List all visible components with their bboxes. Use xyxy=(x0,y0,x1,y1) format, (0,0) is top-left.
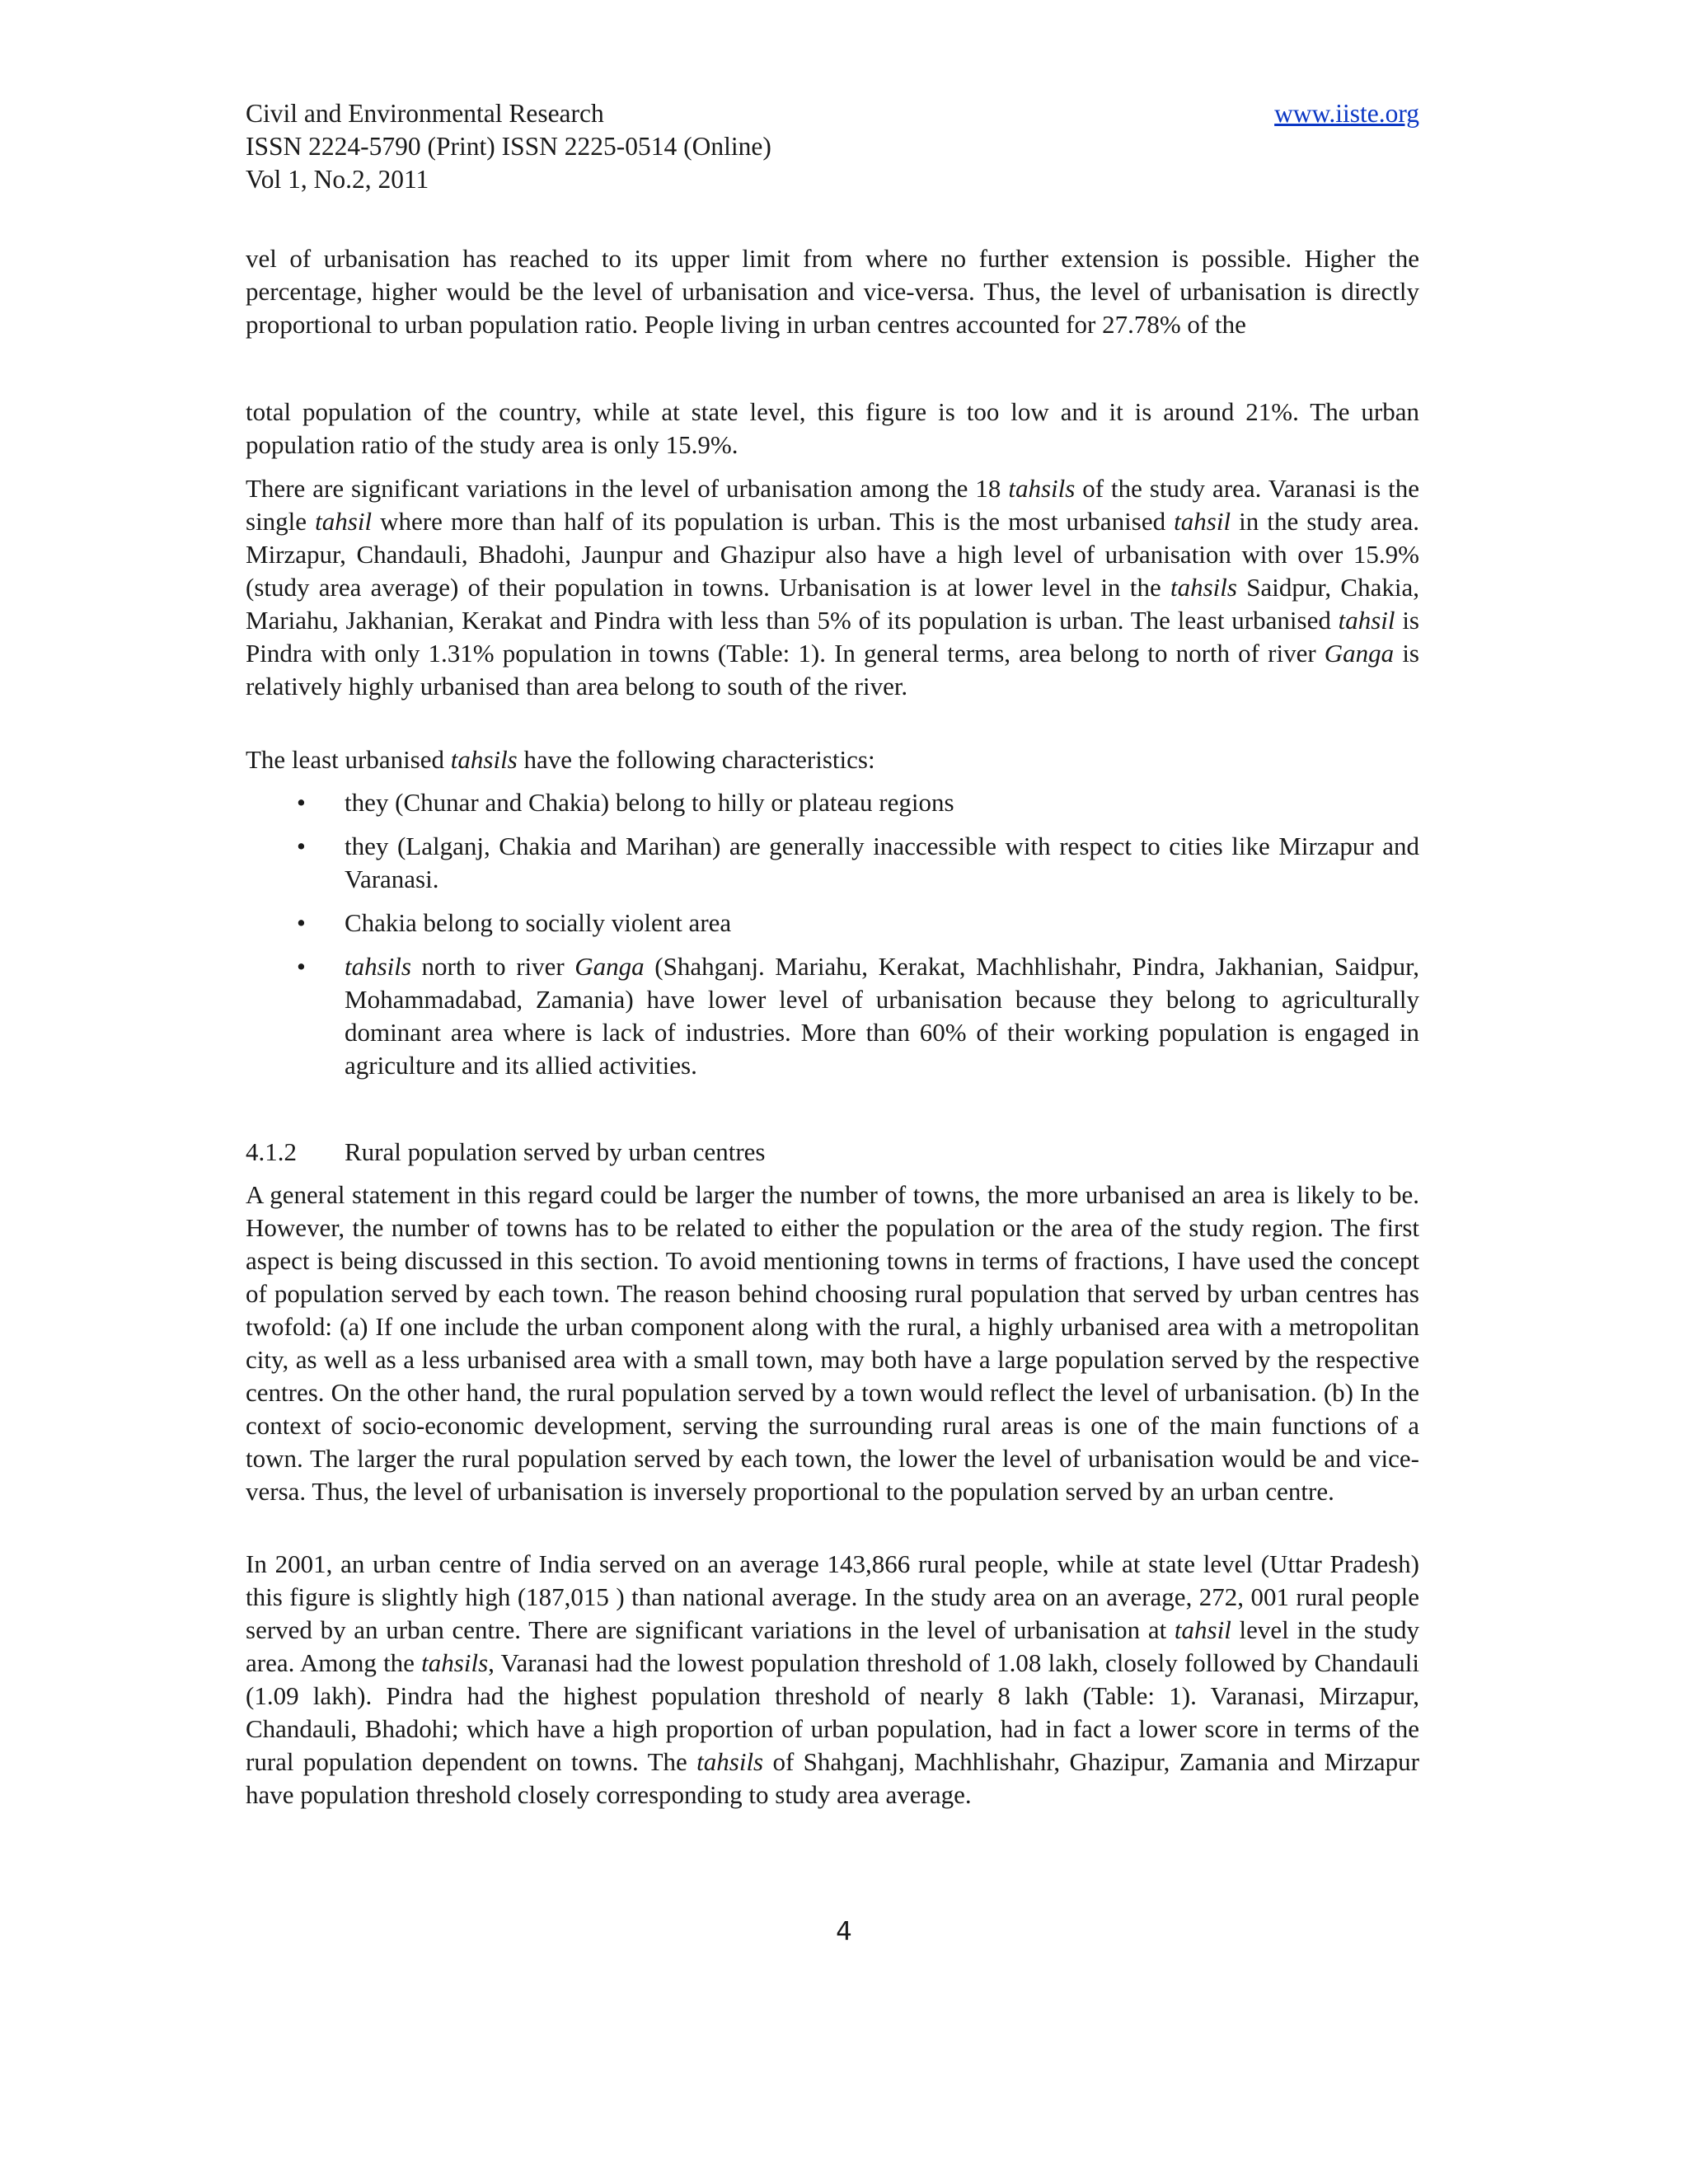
section-number: 4.1.2 xyxy=(246,1137,297,1166)
characteristics-list xyxy=(246,786,1419,1093)
journal-title: Civil and Environmental Research xyxy=(246,99,604,128)
list-item: • they (Lalganj, Chakia and Marihan) are generally inaccessible with respect to cities like Mirzapur and Varanasi. xyxy=(297,832,1419,893)
journal-url-link[interactable]: www.iiste.org xyxy=(1274,99,1419,128)
section-title: Rural population served by urban centres xyxy=(345,1137,766,1166)
volume-line: Vol 1, No.2, 2011 xyxy=(246,165,429,194)
bullet-icon: • xyxy=(297,952,306,981)
list-item: • tahsils north to river Ganga (Shahganj. Mariahu, Kerakat, Machhlishahr, Pindra, Jakhanian, Saidpur, Mohammadabad, Zamania) have lower level of urbanisation because they belong to agriculturally dominant area where is lack of industries. More than 60% of their working population is engaged in agriculture and its allied activities. xyxy=(297,952,1419,1080)
paragraph-continued: vel of urbanisation has reached to its upper limit from where no further extension is possible. Higher the percentage, higher would be the level of urbanisation and vice-versa. Thus, the level of urbanisation is directly proportional to urban population ratio. People living in urban centres accounted for 27.78% of the xyxy=(246,244,1419,339)
section-heading xyxy=(246,1136,766,1169)
paragraph-urban-ratio: total population of the country, while at state level, this figure is too low and it is around 21%. The urban population ratio of the study area is only 15.9%. xyxy=(246,397,1419,459)
paragraph-2001-statistics: In 2001, an urban centre of India served on an average 143,866 rural people, while at state level (Uttar Pradesh) this figure is slightly high (187,015 ) than national average. In the study area on an average, 272, 001 rural people served by an urban centre. There are significant variations in the level of urbanisation at tahsil level in the study area. Among the tahsils, Varanasi had the lowest population threshold of 1.08 lakh, closely followed by Chandauli (1.09 lakh). Pindra had the highest population threshold of nearly 8 lakh (Table: 1). Varanasi, Mirzapur, Chandauli, Bhadohi; which have a high proportion of urban population, had in fact a lower score in terms of the rural population dependent on towns. The tahsils of Shahganj, Machhlishahr, Ghazipur, Zamania and Mirzapur have population threshold closely corresponding to study area average. xyxy=(246,1549,1420,1809)
paragraph-characteristics-intro: The least urbanised tahsils have the following characteristics: xyxy=(246,745,875,774)
journal-header xyxy=(246,97,1419,196)
bullet-icon: • xyxy=(297,788,306,817)
issn-line: ISSN 2224-5790 (Print) ISSN 2225-0514 (Online) xyxy=(246,132,771,161)
list-item: • they (Chunar and Chakia) belong to hilly or plateau regions xyxy=(246,786,1419,819)
bullet-icon: • xyxy=(297,908,306,937)
list-item: • Chakia belong to socially violent area xyxy=(246,907,1419,940)
bullet-icon: • xyxy=(297,832,306,860)
paragraph-tahsil-variations: There are significant variations in the level of urbanisation among the 18 tahsils of the study area. Varanasi is the single tahsil where more than half of its population is urban. This is the most urbanised tahsil in the study area. Mirzapur, Chandauli, Bhadohi, Jaunpur and Ghazipur also have a high level of urbanisation with over 15.9% (study area average) of their population in towns. Urbanisation is at lower level in the tahsils Saidpur, Chakia, Mariahu, Jakhanian, Kerakat and Pindra with less than 5% of its population is urban. The least urbanised tahsil is Pindra with only 1.31% population in towns (Table: 1). In general terms, area belong to north of river Ganga is relatively highly urbanised than area belong to south of the river. xyxy=(246,474,1419,701)
page-number: 4 xyxy=(836,1917,852,1947)
paragraph-rural-population-served: A general statement in this regard could be larger the number of towns, the more urbanised an area is likely to be. However, the number of towns has to be related to either the population or the area of the study region. The first aspect is being discussed in this section. To avoid mentioning towns in terms of fractions, I have used the concept of population served by each town. The reason behind choosing rural population that served by urban centres has twofold: (a) If one include the urban component along with the rural, a highly urbanised area with a metropolitan city, as well as a less urbanised area with a small town, may both have a large population served by the respective centres. On the other hand, the rural population served by a town would reflect the level of urbanisation. (b) In the context of socio-economic development, serving the surrounding rural areas is one of the main functions of a town. The larger the rural population served by each town, the lower the level of urbanisation would be and vice-versa. Thus, the level of urbanisation is inversely proportional to the population served by an urban centre. xyxy=(246,1180,1419,1506)
